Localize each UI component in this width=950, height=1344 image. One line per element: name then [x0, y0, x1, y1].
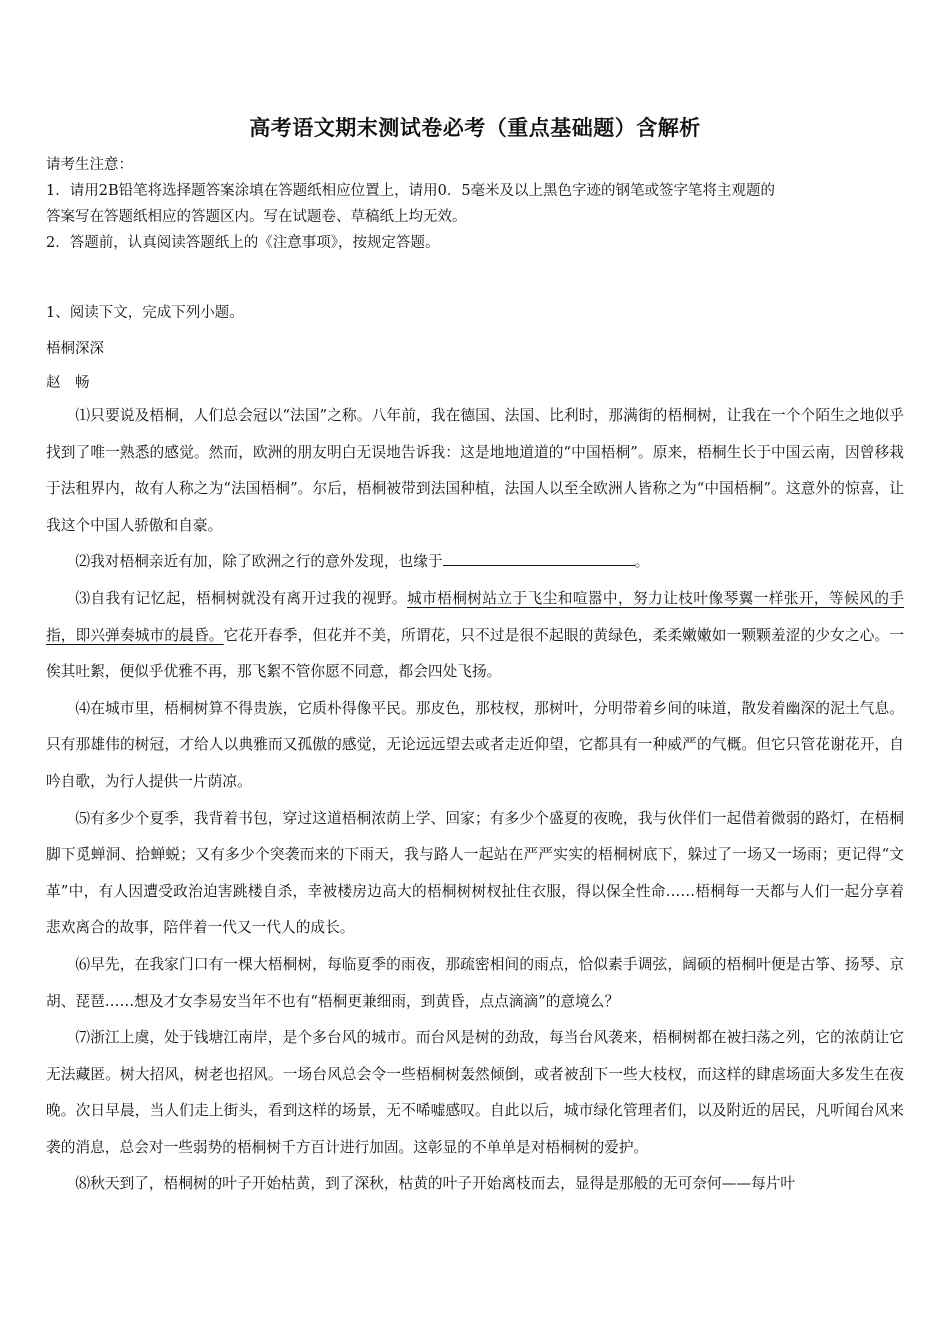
question-prompt: 1、阅读下文，完成下列小题。: [46, 305, 244, 321]
paragraph-4: ⑷在城市里，梧桐树算不得贵族，它质朴得像平民。那皮色，那枝杈，那树叶，分明带着乡间的味道，散发着幽深的泥土气息。只有那雄伟的树冠，才给人以典雅而又孤傲的感觉，无论远远望去或者走近仰望，它都具有一种威严的气概。但它只管花谢花开，自吟自歌，为行人提供一片荫凉。: [46, 699, 904, 790]
paragraph-3-text-start: ⑶自我有记忆起，梧桐树就没有离开过我的视野。: [75, 589, 407, 607]
paragraph-3-text-end: 它花开春季，但花并不美，所谓花，只不过是很不起眼的黄绿色，柔柔嫩嫩如一颗颗羞涩的少女之心。一俟其吐絮，便似乎优雅不再，那飞絮不管你愿不同意，都会四处飞扬。: [46, 626, 904, 681]
article-title: 梧桐深深: [46, 341, 104, 357]
paragraph-8: ⑻秋天到了，梧桐树的叶子开始枯黄，到了深秋，枯黄的叶子开始离枝而去，显得是那般的无可奈何——每片叶: [75, 1175, 796, 1193]
exam-notice: [46, 152, 906, 256]
paragraph-5: ⑸有多少个夏季，我背着书包，穿过这道梧桐浓荫上学、回家；有多少个盛夏的夜晚，我与伙伴们一起借着微弱的路灯，在梧桐脚下觅蝉洞、拾蝉蜕；又有多少个突袭而来的下雨天，我与路人一起站在严严实实的梧桐树底下，躲过了一场又一场雨；更记得“文革”中，有人因遭受政治迫害跳楼自杀，幸被楼房边高大的梧桐树树杈扯住衣服，得以保全性命……梧桐每一天都与人们一起分享着悲欢离合的故事，陪伴着一代又一代人的成长。: [46, 809, 904, 937]
paragraph-2-end: 。: [634, 553, 650, 571]
paragraph-3: [46, 581, 904, 691]
paragraph-1: ⑴只要说及梧桐，人们总会冠以“法国”之称。八年前，我在德国、法国、比利时，那满街的梧桐树，让我在一个个陌生之地似乎找到了唯一熟悉的感觉。然而，欧洲的朋友明白无误地告诉我：这是地地道道的“中国梧桐”。原来，梧桐生长于中国云南，因曾移栽于法租界内，故有人称之为“法国梧桐”。尔后，梧桐被带到法国种植，法国人以至全欧洲人皆称之为“中国梧桐”。这意外的惊喜，让我这个中国人骄傲和自豪。: [46, 407, 904, 534]
article-author: 赵 畅: [46, 375, 90, 391]
paragraph-6: ⑹早先，在我家门口有一棵大梧桐树，每临夏季的雨夜，那疏密相间的雨点，恰似素手调弦，阔硕的梧桐叶便是古筝、扬琴、京胡、琵琶……想及才女李易安当年不也有“梧桐更兼细雨，到黄昏，点点滴滴”的意境么？: [46, 955, 904, 1010]
document-title: 高考语文期末测试卷必考（重点基础题）含解析: [249, 116, 701, 140]
paragraph-7: ⑺浙江上虞，处于钱塘江南岸，是个多台风的城市。而台风是树的劲敌，每当台风袭来，梧桐树都在被扫荡之列，它的浓荫让它无法藏匿。树大招风，树老也招风。一场台风总会令一些梧桐树轰然倾倒，或者被刮下一些大枝杈，而这样的肆虐场面大多发生在夜晚。次日早晨，当人们走上街头，看到这样的场景，无不唏嘘感叹。自此以后，城市绿化管理者们，以及附近的居民，凡听闻台风来袭的消息，总会对一些弱势的梧桐树千方百计进行加固。这彰显的不单单是对梧桐树的爱护。: [46, 1029, 904, 1156]
underlined-sentence: 城市梧桐树站立于飞尘和喧嚣中，努力让枝叶像琴翼一样张开，等候风的手指，即兴弹奏城市的晨昏。: [46, 589, 904, 644]
article-body: [46, 398, 904, 1203]
fill-in-blank[interactable]: [443, 564, 635, 566]
paragraph-2: [46, 544, 904, 581]
notice-item-2: 2．答题前，认真阅读答题纸上的《注意事项》，按规定答题。: [46, 235, 440, 251]
notice-heading: 请考生注意：: [46, 157, 133, 173]
paragraph-2-text: ⑵我对梧桐亲近有加，除了欧洲之行的意外发现，也缘于: [75, 553, 443, 571]
notice-item-1-line-1: 1．请用2B铅笔将选择题答案涂填在答题纸相应位置上，请用0．5毫米及以上黑色字迹的钢笔或签字笔将主观题的: [46, 183, 776, 199]
notice-item-1-line-2: 答案写在答题纸相应的答题区内。写在试题卷、草稿纸上均无效。: [46, 209, 467, 225]
